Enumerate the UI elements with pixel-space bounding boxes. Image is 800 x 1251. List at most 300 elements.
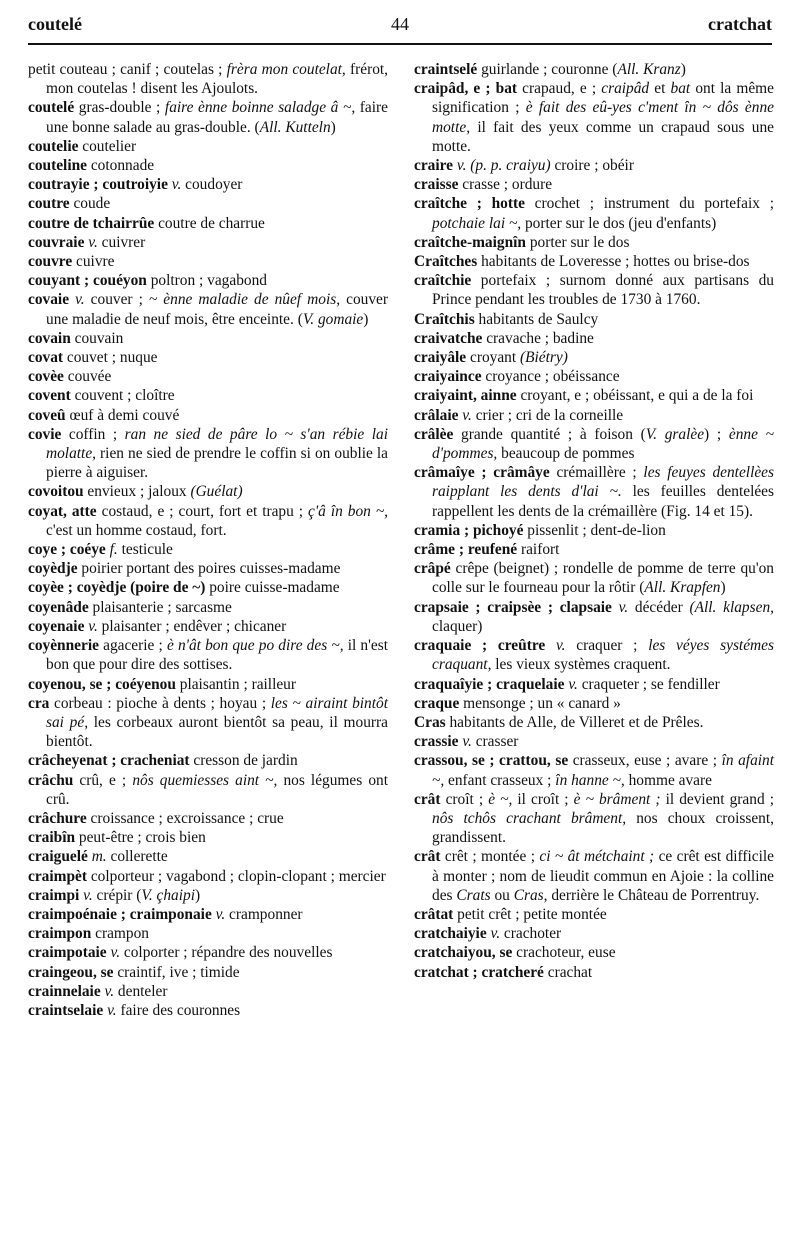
entry-definition: ou [490, 886, 514, 904]
dictionary-entry [28, 367, 388, 386]
entry-definition: rien ne sied de prendre le coffin si on oublie la pierre à aiguiser. [46, 445, 388, 482]
entry-headword: couyant ; couéyon [28, 272, 147, 290]
entry-definition: croyance ; obéissance [481, 368, 620, 386]
entry-definition: ) [680, 61, 686, 78]
dictionary-entry [28, 1001, 388, 1020]
entry-definition: coffin ; [61, 425, 125, 443]
entry-headword: crât [414, 790, 441, 808]
entry-definition: coutre de charrue [154, 214, 265, 232]
entry-definition: poirier portant des poires cuisses-madame [77, 560, 341, 578]
dictionary-entry [414, 175, 774, 194]
entry-example: les ~ airaint bintôt sai pé, [46, 694, 388, 731]
entry-headword: coyenaie [28, 617, 85, 635]
entry-example: V. çhaipi [141, 886, 196, 904]
page-number: 44 [391, 14, 409, 34]
dictionary-entry [28, 559, 388, 578]
entry-definition: croire ; obéir [550, 157, 634, 175]
dictionary-entry [28, 540, 388, 559]
left-guide-word: coutelé [28, 14, 82, 34]
entry-definition: crochet ; instrument du portefaix ; [524, 195, 775, 213]
entry-headword: craintselé [414, 61, 478, 78]
entry-headword: couvraie [28, 233, 85, 251]
entry-headword: craimpèt [28, 867, 87, 885]
entry-definition: plaisanterie ; sarcasme [88, 598, 232, 616]
entry-definition: faire une bonne salade au gras-double. ( [46, 99, 388, 136]
entry-definition: cramponner [225, 905, 303, 923]
entry-definition: envieux ; jaloux [83, 483, 191, 501]
entry-example: v. [171, 176, 182, 194]
entry-example: f. [109, 541, 118, 559]
entry-definition: beaucoup de pommes [497, 445, 635, 463]
entry-definition: crasse ; ordure [458, 176, 553, 194]
dictionary-entry [414, 233, 774, 252]
dictionary-entry [28, 252, 388, 271]
entry-definition: croyant, e ; obéissant, e qui a de la foi [516, 387, 754, 405]
dictionary-entry [28, 329, 388, 348]
entry-headword: craisse [414, 176, 459, 194]
entry-headword: cra [28, 694, 50, 712]
entry-example: Cras, [513, 886, 548, 904]
entry-headword: Cras [414, 713, 446, 731]
entry-example: les véyes systémes craquant, [432, 637, 774, 674]
dictionary-entry [28, 675, 388, 694]
entry-example: v. [104, 982, 115, 1000]
entry-definition: ont la même signification ; [432, 80, 774, 117]
dictionary-entry [28, 233, 388, 252]
entry-headword: crassou, se ; crattou, se [414, 752, 569, 770]
dictionary-entry [414, 963, 774, 982]
entry-definition: habitants de Loveresse ; hottes ou brise-dos [477, 253, 750, 271]
entry-example: bat [670, 80, 691, 98]
entry-definition: claquer) [432, 617, 483, 635]
dictionary-entry [28, 175, 388, 194]
dictionary-entry [28, 598, 388, 617]
entry-headword: craque [414, 694, 460, 712]
entry-example: nôs quemiesses aint ~, [132, 771, 278, 789]
entry-definition: décéder [628, 598, 690, 616]
entry-example: în hanne ~, [555, 771, 625, 789]
dictionary-entry [414, 713, 774, 732]
dictionary-entry [414, 636, 774, 674]
entry-headword: cramia ; pichoyé [414, 521, 524, 539]
dictionary-entry [28, 982, 388, 1001]
entry-definition: testicule [117, 541, 173, 559]
dictionary-entry [28, 943, 388, 962]
entry-definition: couvain [70, 329, 124, 347]
entry-headword: craipâd, e ; bat [414, 80, 518, 98]
entry-definition: les corbeaux auront bientôt sa peau, il mourra bientôt. [46, 713, 388, 751]
entry-example: è n'ât bon que po dire des ~, [166, 637, 344, 655]
dictionary-entry [414, 386, 774, 405]
entry-headword: craingeou, se [28, 963, 114, 981]
entry-example: All. Kutteln [259, 118, 331, 136]
entry-definition: ) [720, 579, 726, 597]
entry-example: v. (p. p. craiyu) [456, 157, 551, 175]
entry-definition: couvent ; cloître [70, 387, 175, 405]
entry-headword: coyèe ; coyèdje (poire de ~) [28, 579, 206, 597]
entry-definition: colporteur ; vagabond ; clopin-clopant ; mercier [86, 867, 386, 885]
entry-definition: crier ; cri de la corneille [471, 406, 624, 424]
entry-definition: portefaix ; surnom donné aux partisans du Prince pendant les troubles de 1730 à 1760. [432, 272, 774, 309]
entry-definition: croît ; [440, 790, 489, 808]
entry-example: nôs tchôs crachant brâment, [432, 809, 627, 827]
entry-headword: craquaîyie ; craquelaie [414, 675, 565, 693]
entry-definition: poire cuisse-madame [205, 579, 340, 597]
entry-example: (All. klapsen, [689, 598, 774, 616]
entry-example: potchaie lai ~, [432, 214, 522, 232]
entry-example: è fait des eû-yes c'ment în ~ dôs ènne motte, [432, 99, 774, 136]
entry-definition: plaisantin ; railleur [175, 675, 297, 693]
entry-headword: crâme ; reufené [414, 541, 518, 559]
entry-example: v. [215, 905, 226, 923]
entry-definition: costaud, e ; court, fort et trapu ; [96, 502, 309, 520]
dictionary-entry [28, 617, 388, 636]
entry-definition: collerette [106, 848, 168, 866]
dictionary-entry [414, 271, 774, 309]
entry-example: All. Kranz [617, 61, 681, 78]
entry-headword: crainnelaie [28, 982, 101, 1000]
entry-example: v. [462, 733, 472, 751]
dictionary-entry [414, 751, 774, 789]
dictionary-entry [28, 386, 388, 405]
entry-headword: craintselaie [28, 1001, 104, 1019]
dictionary-entry [414, 156, 774, 175]
entry-headword: crâchure [28, 809, 87, 827]
entry-example: (Guélat) [190, 483, 243, 501]
entry-example: è ~ brâment ; [573, 790, 661, 808]
entry-definition: habitants de Saulcy [474, 310, 599, 328]
dictionary-entry [28, 694, 388, 752]
entry-definition: crêt ; montée ; [440, 848, 540, 866]
dictionary-entry [414, 194, 774, 232]
dictionary-entry [414, 540, 774, 559]
dictionary-entry [414, 60, 774, 79]
dictionary-entry [28, 847, 388, 866]
entry-definition: poltron ; vagabond [146, 272, 267, 290]
dictionary-entry [28, 867, 388, 886]
entry-definition: nos choux croissent, grandissent. [432, 809, 775, 847]
entry-example: (Biétry) [520, 349, 568, 367]
entry-headword: crâcheyenat ; cracheniat [28, 752, 190, 770]
entry-headword: craiyaint, ainne [414, 387, 517, 405]
entry-definition: crasseux, euse ; avare ; [568, 752, 722, 770]
left-column [28, 60, 388, 1020]
entry-example: V. gralèe [645, 425, 705, 443]
dictionary-entry [28, 578, 388, 597]
entry-headword: covaie [28, 291, 70, 309]
entry-headword: coutrayie ; coutroiyie [28, 176, 168, 194]
entry-definition: petit couteau ; canif ; coutelas ; [28, 61, 227, 78]
entry-definition: petit crêt ; petite montée [453, 905, 607, 923]
entry-headword: crâtat [414, 905, 454, 923]
entry-definition: derrière le Château de Porrentruy. [547, 886, 760, 904]
entry-headword: coyenâde [28, 598, 89, 616]
entry-headword: craibîn [28, 829, 76, 847]
entry-definition: coutelier [78, 137, 137, 155]
page-header [28, 10, 772, 42]
dictionary-entry [414, 732, 774, 751]
entry-example: All. Krapfen [644, 579, 721, 597]
entry-definition: craintif, ive ; timide [113, 963, 240, 981]
dictionary-entry [414, 905, 774, 924]
entry-example: craipâd [601, 80, 650, 98]
dictionary-entry [28, 963, 388, 982]
entry-definition: il croît ; [512, 790, 574, 808]
entry-example: v. [88, 233, 98, 251]
entry-headword: craquaie ; creûtre [414, 637, 546, 655]
entry-headword: coyènnerie [28, 637, 99, 655]
dictionary-entry [28, 905, 388, 924]
entry-headword: coutre de tchairrûe [28, 214, 155, 232]
entry-definition: crampon [91, 925, 149, 943]
dictionary-entry [414, 694, 774, 713]
dictionary-entry [28, 348, 388, 367]
entry-headword: crassie [414, 733, 459, 751]
entry-definition: corbeau : pioche à dents ; hoyau ; [49, 694, 271, 712]
dictionary-entry [414, 847, 774, 905]
entry-definition: porter sur le dos (jeu d'enfants) [521, 214, 717, 232]
dictionary-entry [414, 425, 774, 463]
entry-headword: coyenou, se ; coéyenou [28, 675, 176, 693]
dictionary-entry [28, 271, 388, 290]
entry-headword: Craîtches [414, 253, 478, 271]
entry-headword: covoitou [28, 483, 84, 501]
entry-headword: craîtche ; hotte [414, 195, 525, 213]
entry-definition: couver ; [84, 291, 149, 309]
entry-definition: couvée [63, 368, 112, 386]
dictionary-entry [414, 924, 774, 943]
entry-example: v. [75, 291, 85, 309]
entry-headword: crâlaie [414, 406, 459, 424]
entry-headword: couvre [28, 253, 73, 271]
entry-example: v. [490, 925, 501, 943]
dictionary-entry [28, 828, 388, 847]
entry-definition: pissenlit ; dent-de-lion [523, 521, 666, 539]
entry-headword: craimpotaie [28, 944, 107, 962]
entry-example: V. gomaie [302, 310, 364, 328]
entry-headword: craiyaince [414, 368, 482, 386]
entry-headword: coutelé [28, 99, 75, 117]
entry-definition: croyant [466, 349, 520, 367]
dictionary-entry [28, 156, 388, 175]
entry-definition: raifort [517, 541, 560, 559]
entry-definition: ) ; [704, 425, 729, 443]
entry-headword: coutre [28, 195, 70, 213]
entry-definition: cravache ; badine [482, 329, 594, 347]
dictionary-entry [28, 98, 388, 136]
entry-example: v. [462, 406, 472, 424]
entry-definition: crémaillère ; [549, 464, 644, 482]
entry-definition: mensonge ; un « canard » [459, 694, 621, 712]
entry-definition: croissance ; excroissance ; crue [86, 809, 284, 827]
entry-definition: il devient grand ; [660, 790, 774, 808]
entry-definition: ce crêt est difficile à monter ; nom de lieudit commun en Ajoie : la colline des [432, 848, 774, 904]
entry-definition: couver une maladie de neuf mois, être enceinte. ( [46, 291, 388, 328]
dictionary-entry [414, 348, 774, 367]
dictionary-entry [28, 194, 388, 213]
entry-example: è ~, [488, 790, 513, 808]
entry-definition: cuivre [72, 253, 115, 271]
dictionary-entry [414, 406, 774, 425]
entry-headword: coyèdje [28, 560, 78, 578]
entry-definition: coude [69, 195, 111, 213]
entry-headword: crât [414, 848, 441, 866]
entry-definition: craquer ; [565, 637, 649, 655]
entry-definition: les vieux systèmes craquent. [491, 656, 671, 674]
dictionary-entry [414, 310, 774, 329]
dictionary-entry [414, 521, 774, 540]
dictionary-entry [28, 751, 388, 770]
entry-definition: habitants de Alle, de Villeret et de Prêles. [445, 713, 704, 731]
entry-headword: cratchaiyou, se [414, 944, 513, 962]
entry-example: v. [555, 637, 566, 655]
entry-example: în afaint ~, [432, 752, 775, 789]
entry-definition: denteler [114, 982, 168, 1000]
dictionary-entry [414, 463, 774, 521]
entry-definition: enfant crasseux ; [444, 771, 556, 789]
dictionary-entry [28, 636, 388, 674]
entry-definition: nos légumes ont crû. [46, 771, 388, 808]
entry-definition [545, 637, 556, 654]
entry-definition: les feuilles dentelées rappellent les dents de la crémaillère (Fig. 14 et 15). [432, 483, 774, 520]
entry-headword: craîtchie [414, 272, 472, 290]
dictionary-entry [414, 367, 774, 386]
entry-definition: coudoyer [181, 176, 243, 194]
entry-definition: crachoteur, euse [512, 944, 616, 962]
entry-definition: ) [330, 118, 336, 136]
entry-headword: Craîtchis [414, 310, 475, 328]
entry-headword: covat [28, 349, 64, 367]
entry-headword: craîtche-maignîn [414, 233, 526, 251]
entry-definition: peut-être ; crois bien [75, 829, 206, 847]
entry-definition: et [649, 80, 671, 98]
entry-headword: craimpi [28, 886, 80, 904]
entry-example: v. [110, 944, 121, 962]
entry-headword: craiyâle [414, 349, 467, 367]
right-guide-word: cratchat [708, 14, 772, 34]
entry-example: ç'â în bon ~, [308, 502, 389, 520]
dictionary-entry [414, 79, 774, 156]
entry-example: ci ~ ât métchaint ; [539, 848, 655, 866]
entry-definition: faire des couronnes [116, 1001, 241, 1019]
dictionary-entry [28, 771, 388, 809]
entry-headword: coye ; coéye [28, 541, 106, 559]
entry-example: v. [88, 617, 98, 635]
dictionary-entry [28, 214, 388, 233]
entry-headword: couteline [28, 157, 87, 175]
dictionary-entry [28, 60, 388, 98]
dictionary-entry [28, 809, 388, 828]
entry-example: les feuyes dentellèes raipplant les dents d'lai ~. [432, 464, 774, 501]
entry-definition: cuivrer [97, 233, 146, 251]
entry-example: v. [618, 598, 629, 616]
entry-definition: crû, e ; [73, 771, 133, 789]
entry-definition: il fait des yeux comme un crapaud sous une motte. [432, 118, 774, 155]
entry-example: v. [83, 886, 93, 904]
entry-definition: homme avare [624, 771, 712, 789]
entry-headword: covain [28, 329, 71, 347]
dictionary-entry [414, 675, 774, 694]
dictionary-entry [414, 329, 774, 348]
entry-definition: ) [195, 886, 201, 904]
dictionary-entry [28, 290, 388, 328]
entry-headword: covie [28, 425, 62, 443]
entry-definition: couvet ; nuque [63, 349, 158, 367]
entry-definition: guirlande ; couronne ( [477, 61, 618, 78]
entry-definition: crachoter [500, 925, 562, 943]
dictionary-entry [28, 502, 388, 540]
entry-definition: colporter ; répandre des nouvelles [120, 944, 333, 962]
entry-headword: craire [414, 157, 454, 175]
dictionary-entry [414, 790, 774, 848]
entry-definition: cresson de jardin [189, 752, 298, 770]
entry-definition: c'est un homme costaud, fort. [46, 521, 227, 539]
entry-definition: crépir ( [92, 886, 142, 904]
entry-headword: craimpon [28, 925, 92, 943]
entry-definition: crapaud, e ; [517, 80, 602, 98]
entry-definition: frérot, mon coutelas ! disent les Ajoulots. [46, 61, 389, 98]
entry-definition: grande quantité ; à foison ( [453, 425, 646, 443]
entry-definition: crasser [471, 733, 519, 751]
dictionary-entry [414, 598, 774, 636]
entry-headword: craiguelé [28, 848, 88, 866]
entry-example: ènne ~ d'pommes, [432, 425, 774, 463]
entry-definition: plaisanter ; endêver ; chicaner [97, 617, 287, 635]
entry-headword: crâlèe [414, 425, 454, 443]
entry-definition: gras-double ; [74, 99, 165, 117]
entry-headword: craivatche [414, 329, 483, 347]
entry-example: frèra mon coutelat, [226, 61, 346, 78]
entry-example: m. [91, 848, 107, 866]
entry-example: v. [568, 675, 578, 693]
entry-headword: coyat, atte [28, 502, 97, 520]
entry-example: ran ne sied de pâre lo ~ s'an rébie lai molatte, [46, 425, 388, 463]
dictionary-entry [28, 425, 388, 483]
entry-definition: craqueter ; se fendiller [577, 675, 720, 693]
entry-example: Crats [456, 886, 491, 904]
entry-definition: porter sur le dos [526, 233, 630, 251]
dictionary-entry [28, 406, 388, 425]
entry-definition: ) [363, 310, 369, 328]
entry-headword: covent [28, 387, 71, 405]
dictionary-entry [414, 943, 774, 962]
entry-example: faire ènne boinne saladge â ~, [164, 99, 356, 117]
entry-headword: coveû [28, 406, 66, 424]
entry-headword: craimpoénaie ; craimponaie [28, 905, 212, 923]
dictionary-entry [28, 886, 388, 905]
entry-headword: cratchat ; cratcheré [414, 963, 544, 981]
entry-headword: crâmaîye ; crâmâye [414, 464, 550, 482]
dictionary-entry [414, 559, 774, 597]
entry-definition [612, 599, 619, 616]
entry-headword: covèe [28, 368, 64, 386]
entry-headword: crapsaie ; craipsèe ; clapsaie [414, 598, 612, 616]
right-column [414, 60, 774, 982]
entry-definition: œuf à demi couvé [65, 406, 180, 424]
entry-definition: cotonnade [87, 157, 155, 175]
entry-definition: crêpe (beignet) ; rondelle de pomme de terre qu'on colle sur le fourneau pour la rôtir ( [432, 560, 774, 597]
entry-headword: cratchaiyie [414, 925, 487, 943]
entry-headword: crâpé [414, 560, 451, 578]
entry-definition: agacerie ; [98, 637, 167, 655]
dictionary-entry [414, 252, 774, 271]
header-rule [28, 43, 772, 45]
dictionary-entry [28, 137, 388, 156]
entry-example: v. [107, 1001, 117, 1019]
entry-headword: coutelie [28, 137, 79, 155]
dictionary-entry [28, 482, 388, 501]
dictionary-entry [28, 924, 388, 943]
